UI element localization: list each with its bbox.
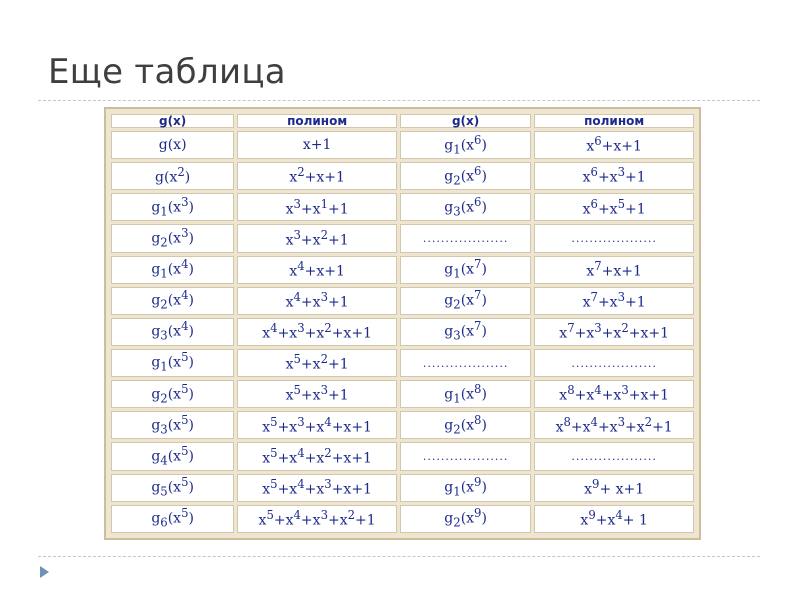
header-polynomial-2: полином <box>534 114 694 128</box>
polynomial-cell: $x^5+x^4+x^2+x+1$ <box>237 442 397 470</box>
polynomial-cell: ................... <box>534 442 694 470</box>
bottom-divider <box>38 556 760 557</box>
function-cell: $g_5(x^5)$ <box>111 474 234 502</box>
table-row <box>111 318 694 346</box>
function-cell: $g_1(x^8)$ <box>400 380 531 408</box>
function-cell: $g_1(x^7)$ <box>400 256 531 284</box>
polynomial-cell: $x^6+x^3+1$ <box>534 162 694 190</box>
polynomial-cell: $x^5+x^3+x^4+x+1$ <box>237 411 397 439</box>
function-cell: $g_2(x^3)$ <box>111 224 234 252</box>
header-polynomial-1: полином <box>237 114 397 128</box>
polynomial-cell: $x^9+x^4+ 1$ <box>534 505 694 533</box>
slide-title: Еще таблица <box>48 52 286 92</box>
function-cell: $g_6(x^5)$ <box>111 505 234 533</box>
polynomial-cell: $x^4+x+1$ <box>237 256 397 284</box>
header-gx-1: g(x) <box>111 114 234 128</box>
triangle-bullet-icon <box>40 566 49 578</box>
function-cell: $g_1(x^9)$ <box>400 474 531 502</box>
function-cell: $g_2(x^8)$ <box>400 411 531 439</box>
function-cell: $g_1(x^5)$ <box>111 349 234 377</box>
table-header-row <box>111 114 694 128</box>
table-row <box>111 380 694 408</box>
function-cell: $g_4(x^5)$ <box>111 442 234 470</box>
polynomial-cell: $x^2+x+1$ <box>237 162 397 190</box>
table-row <box>111 442 694 470</box>
top-divider <box>38 100 760 101</box>
polynomial-cell: $x^3+x^1+1$ <box>237 193 397 221</box>
polynomial-cell: $x^8+x^4+x^3+x+1$ <box>534 380 694 408</box>
polynomial-cell: $x^6+x+1$ <box>534 131 694 159</box>
function-cell: ................... <box>400 224 531 252</box>
function-cell: g(x) <box>111 131 234 159</box>
function-cell: ................... <box>400 349 531 377</box>
table-row <box>111 349 694 377</box>
function-cell: $g(x^2)$ <box>111 162 234 190</box>
polynomial-cell: $x^6+x^5+1$ <box>534 193 694 221</box>
polynomial-cell: ................... <box>534 349 694 377</box>
function-cell: $g_3(x^7)$ <box>400 318 531 346</box>
function-cell: $g_1(x^6)$ <box>400 131 531 159</box>
function-cell: $g_1(x^3)$ <box>111 193 234 221</box>
polynomial-cell: $x^5+x^4+x^3+x+1$ <box>237 474 397 502</box>
polynomial-cell: $x^9+ x+1$ <box>534 474 694 502</box>
polynomial-cell: $x^5+x^2+1$ <box>237 349 397 377</box>
function-cell: $g_2(x^5)$ <box>111 380 234 408</box>
polynomial-cell: $x^4+x^3+x^2+x+1$ <box>237 318 397 346</box>
table-row <box>111 411 694 439</box>
table-row <box>111 193 694 221</box>
table-row <box>111 224 694 252</box>
polynomial-table-container <box>104 107 701 540</box>
polynomial-cell: $x^5+x^3+1$ <box>237 380 397 408</box>
table-row <box>111 287 694 315</box>
polynomial-cell: $x^8+x^4+x^3+x^2+1$ <box>534 411 694 439</box>
function-cell: $g_2(x^7)$ <box>400 287 531 315</box>
table-body <box>111 131 694 533</box>
function-cell: ................... <box>400 442 531 470</box>
table-row <box>111 131 694 159</box>
polynomial-cell: x+1 <box>237 131 397 159</box>
function-cell: $g_2(x^9)$ <box>400 505 531 533</box>
function-cell: $g_3(x^4)$ <box>111 318 234 346</box>
header-gx-2: g(x) <box>400 114 531 128</box>
function-cell: $g_2(x^6)$ <box>400 162 531 190</box>
polynomial-cell: $x^7+x^3+1$ <box>534 287 694 315</box>
polynomial-cell: $x^5+x^4+x^3+x^2+1$ <box>237 505 397 533</box>
function-cell: $g_2(x^4)$ <box>111 287 234 315</box>
polynomial-cell: $x^4+x^3+1$ <box>237 287 397 315</box>
table-row <box>111 505 694 533</box>
polynomial-table <box>108 111 697 536</box>
table-row <box>111 474 694 502</box>
polynomial-cell: ................... <box>534 224 694 252</box>
table-row <box>111 162 694 190</box>
function-cell: $g_1(x^4)$ <box>111 256 234 284</box>
table-row <box>111 256 694 284</box>
polynomial-cell: $x^7+x^3+x^2+x+1$ <box>534 318 694 346</box>
polynomial-cell: $x^3+x^2+1$ <box>237 224 397 252</box>
polynomial-cell: $x^7+x+1$ <box>534 256 694 284</box>
function-cell: $g_3(x^5)$ <box>111 411 234 439</box>
function-cell: $g_3(x^6)$ <box>400 193 531 221</box>
